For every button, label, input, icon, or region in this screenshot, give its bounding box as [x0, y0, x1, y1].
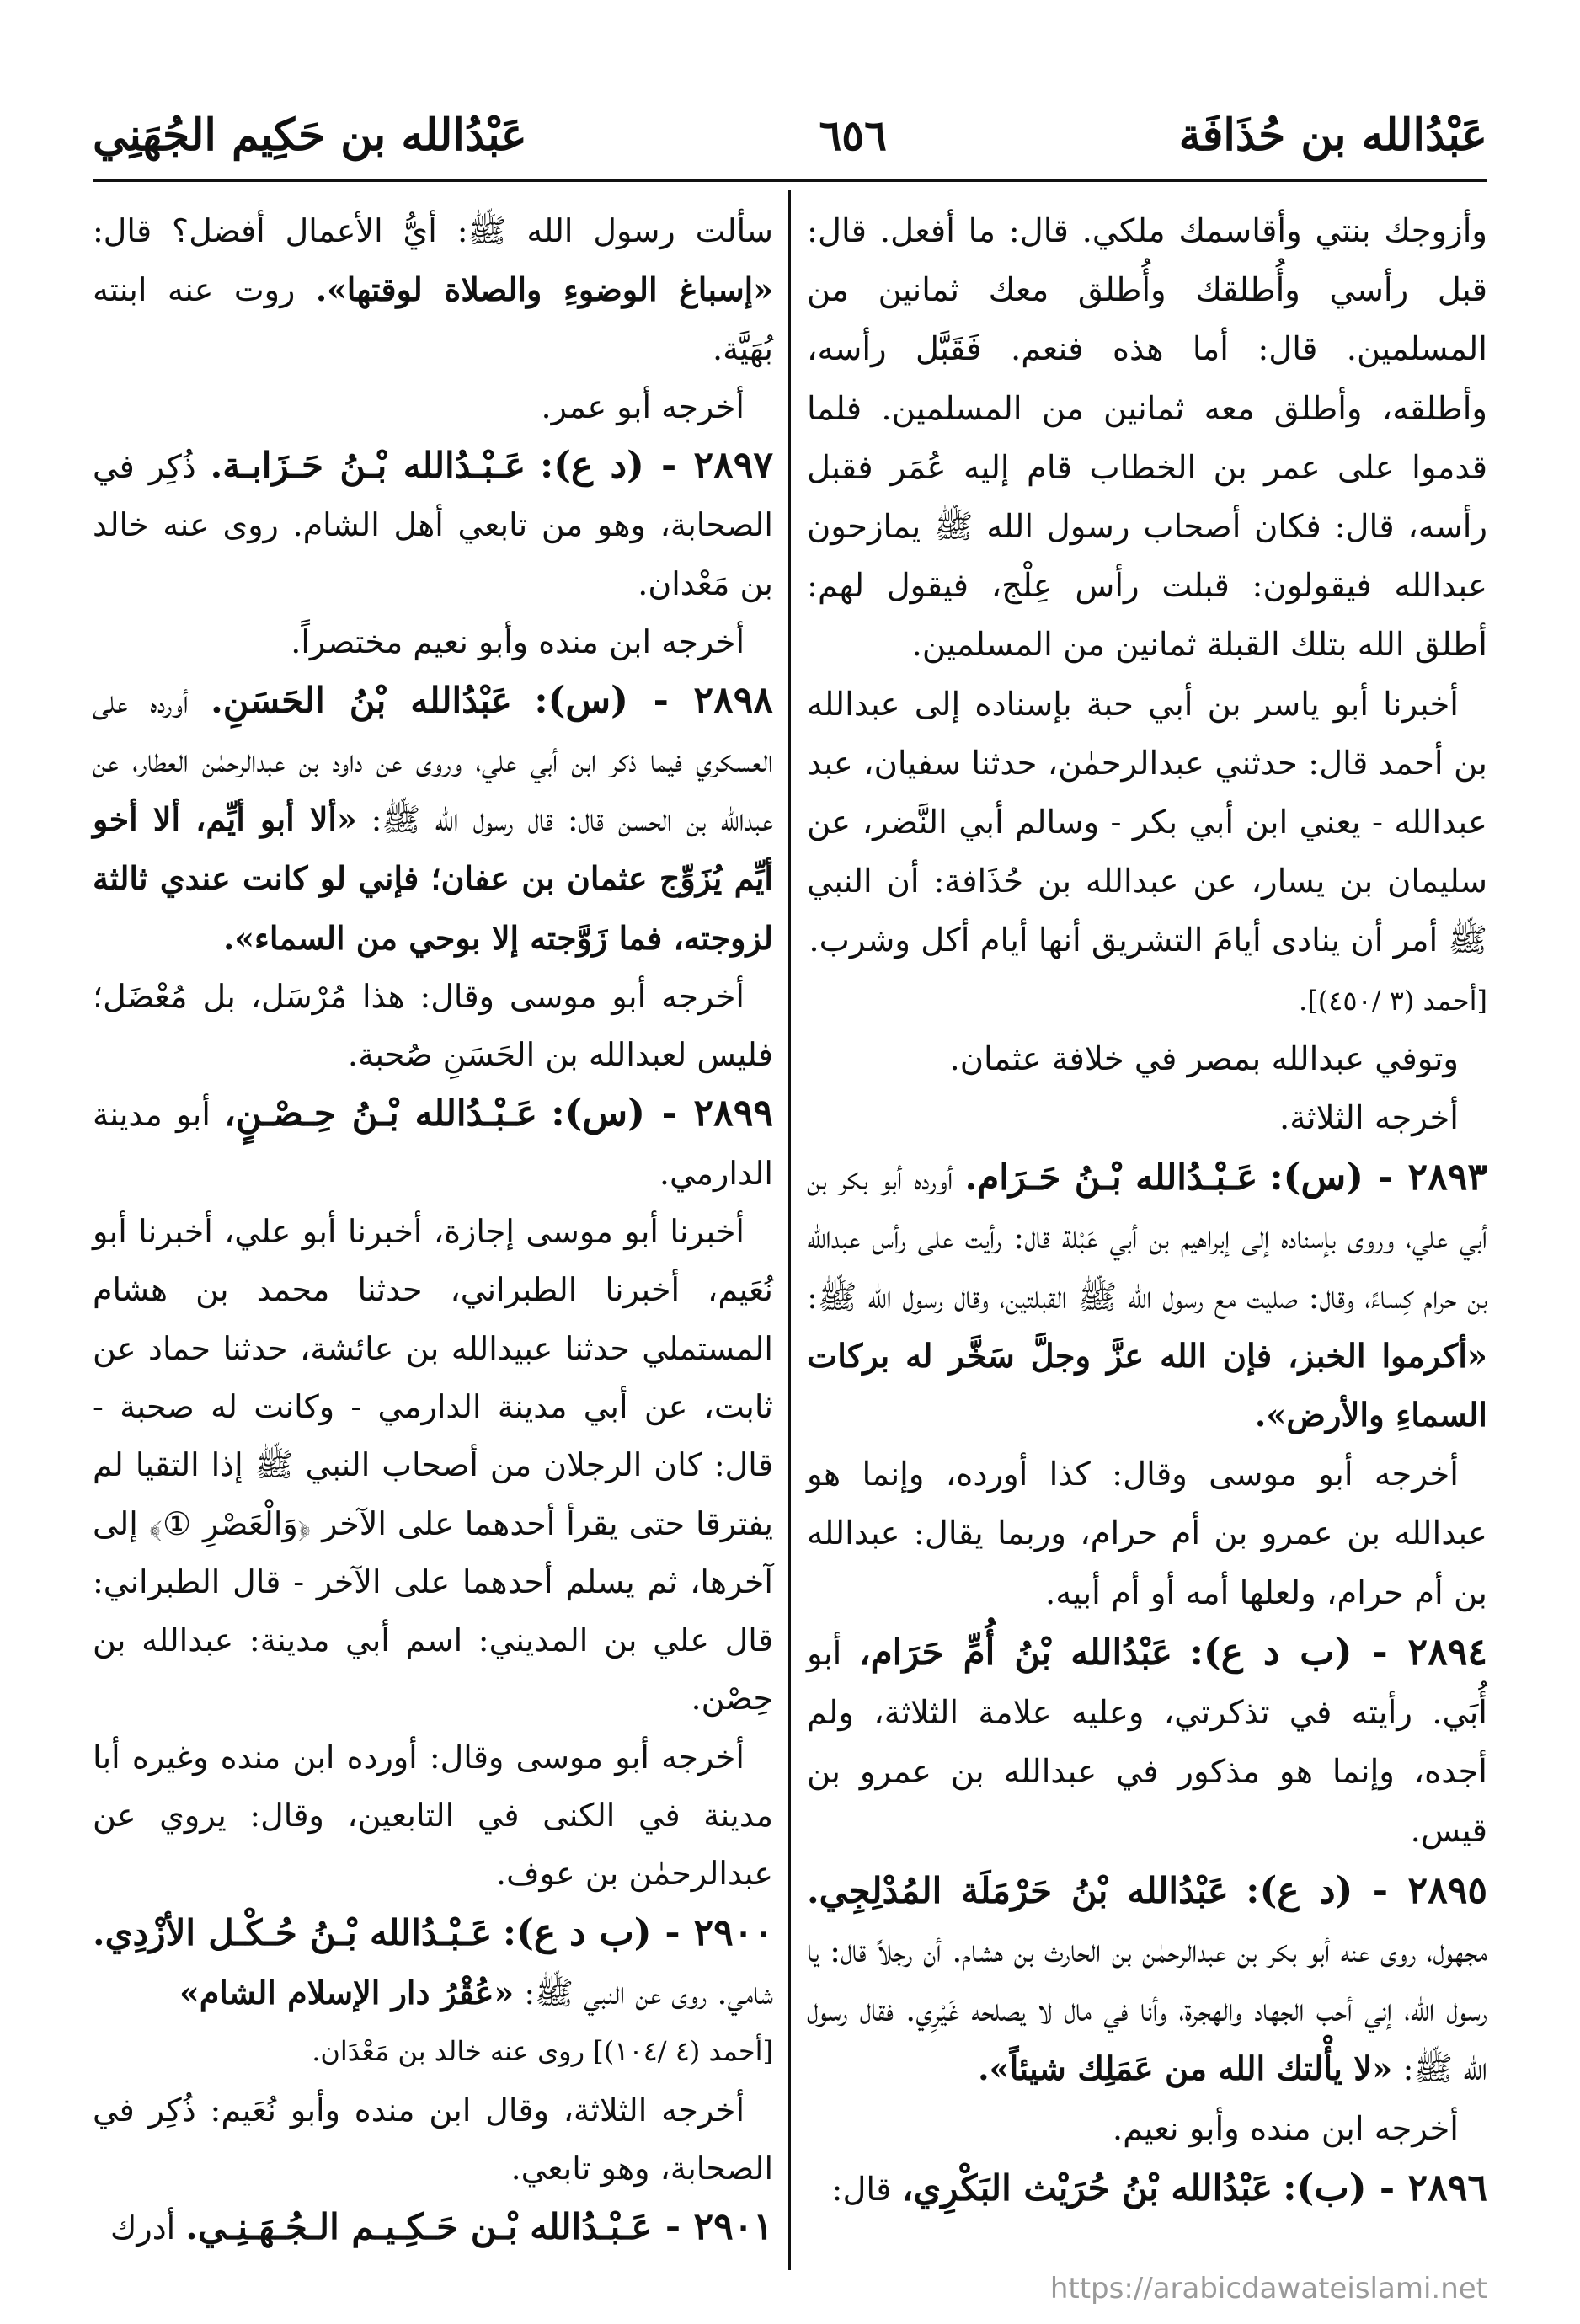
paragraph: [807, 676, 1487, 971]
header-title-right: عَبْدُالله بن حُذَافَة: [1178, 109, 1487, 161]
body-text: شامي. روى عن النبي ﷺ:: [524, 1974, 773, 2011]
body-text: وتوفي عبدالله بمصر في خلافة عثمان.: [949, 1039, 1459, 1078]
entry-number: ٢٨٩٦ - (ب):: [1283, 2166, 1487, 2209]
body-text: أخرجه ابن منده وأبو نعيم مختصراً.: [291, 623, 745, 661]
paragraph: [93, 613, 773, 671]
paragraph: [807, 202, 1487, 676]
hadith-quote: «أكرموا الخبز، فإن الله عزَّ وجلَّ سَخَّر له بركات السماءِ والأرض».: [807, 1337, 1487, 1435]
right-column: [807, 202, 1487, 2220]
entry-name: عَـبْـدُالله بْـنُ حِـصْـنٍ،: [224, 1093, 537, 1135]
citation: [807, 971, 1487, 1030]
citation: [93, 2022, 773, 2081]
paragraph: [93, 202, 773, 378]
body-text: مجهول، روى عنه أبو بكر بن عبدالرحمٰن بن الحارث بن هشام. أن رجلاً قال: يا رسول الله، إني أحب الجهاد والهجرة، وأنا في مال لا يصلحه غَيْرِي. فقال رسول الله ﷺ:: [807, 1931, 1487, 2089]
body-text: أخرجه أبو موسى وقال: هذا مُرْسَل، بل مُعْضَل؛ فليس لعبدالله بن الحَسَنِ صُحبة.: [93, 977, 773, 1074]
body-text: أبو مدينة الدارمي.: [93, 1096, 773, 1192]
header-title-left: عَبْدُالله بن حَكِيم الجُهَنِي: [93, 109, 527, 161]
entry-paragraph: [807, 2159, 1487, 2220]
left-column: [93, 202, 773, 2257]
entry-paragraph: [93, 671, 773, 967]
entry-name: عَـبْـدُالله بْـنُ حَـرَام.: [964, 1157, 1258, 1199]
paragraph: [807, 1089, 1487, 1148]
entry-name: عَـبْـدُالله بْـن حَـكِـيـم الـجُـهَـنِـي.: [185, 2206, 653, 2248]
header-rule: [93, 179, 1487, 182]
entry-number: ٢٨٩٩ - (س):: [551, 1092, 773, 1135]
entry-number: ٢٩٠٠ - (ب د ع):: [502, 1910, 773, 1954]
entry-name: عَبْدُالله بْنُ الحَسَنِ.: [211, 680, 512, 722]
body-text: سألت رسول الله ﷺ: أيُّ الأعمال أفضل؟ قال:: [93, 212, 773, 249]
body-text: أخرجه ابن منده وأبو نعيم.: [1112, 2109, 1459, 2148]
hadith-quote: «ألا أبو أيِّم، ألا أخو أيِّم يُزَوِّج عثمان بن عفان؛ فإني لو كانت عندي ثالثة لزوجته، فما زَوَّجته إلا بوحي من السماء».: [93, 799, 773, 957]
column-divider: [788, 190, 791, 2270]
hadith-quote: «لا يأْلتك الله من عَمَلِك شيئاً».: [978, 2050, 1393, 2089]
entry-name: عَـبْـدُالله بْـنُ حُـكْـل الأزْدِي.: [93, 1911, 493, 1953]
entry-name: عَبْدُالله بْنُ حَرْمَلَة المُدْلِجِي.: [807, 1869, 1229, 1911]
body-text: قال:: [831, 2170, 892, 2209]
entry-paragraph: [93, 1084, 773, 1203]
paragraph: [93, 1203, 773, 1728]
entry-paragraph: [807, 1623, 1487, 1862]
body-text: أخبرنا أبو ياسر بن أبي حبة بإسناده إلى عبدالله بن أحمد قال: حدثني عبدالرحمٰن، حدثنا سفيان، عبد عبدالله - يعني ابن أبي بكر - وسالم أبي النَّضر، عن سليمان بن يسار، عن عبدالله بن حُذَافة: أن النبي ﷺ أمر أن ينادى أيامَ التشريق أنها أيام أكل وشرب.: [807, 685, 1487, 960]
entry-number: ٢٨٩٣ - (س):: [1269, 1156, 1487, 1199]
body-text: أدرك: [110, 2209, 176, 2247]
hadith-quote: «إسباغ الوضوءِ والصلاة لوقتها».: [315, 270, 773, 309]
body-text: [أحمد (٣ /٤٥٠)].: [1299, 984, 1487, 1017]
body-text: روت عنه ابنته بُهَيَّة.: [93, 271, 773, 367]
body-text: أخرجه أبو موسى وقال: كذا أورده، وإنما هو عبدالله بن عمرو بن أم حرام، وربما يقال: عبدالله بن أم حرام، ولعلها أمه أو أم أبيه.: [807, 1456, 1487, 1612]
body-text: أخرجه الثلاثة.: [1278, 1099, 1459, 1138]
entry-name: عَبْدُالله بْنُ حُرَيْث البَكْرِي،: [901, 2166, 1273, 2209]
entry-number: ٢٨٩٧ - (د ع):: [539, 444, 773, 488]
body-text: أخرجه أبو عمر.: [541, 387, 745, 425]
entry-name: عَبْدُالله بْنُ أُمِّ حَرَام،: [859, 1631, 1172, 1673]
page-number: ٦٥٦: [819, 110, 888, 160]
paragraph: [807, 1030, 1487, 1089]
entry-paragraph: [93, 1904, 773, 2023]
hadith-quote: «عُقْرُ دار الإسلام الشام»: [179, 1973, 515, 2011]
paragraph: [93, 2081, 773, 2198]
body-text: أورده على العسكري فيما ذكر ابن أبي علي، وروى عن داود بن عبدالرحمٰن العطار، عن عبدالله بن الحسن قال: قال رسول الله ﷺ:: [93, 683, 773, 838]
body-text: [أحمد (٤ /١٠٤)] روى عنه خالد بن مَعْدَان.: [312, 2035, 773, 2068]
paragraph: [807, 1445, 1487, 1623]
paragraph: [93, 378, 773, 436]
entry-paragraph: [93, 436, 773, 613]
body-text: أخبرنا أبو موسى إجازة، أخبرنا أبو علي، أخبرنا أبو نُعَيم، أخبرنا الطبراني، حدثنا محمد بن هشام المستملي حدثنا عبيدالله بن عائشة، حدثنا حماد عن ثابت، عن أبي مدينة الدارمي - وكانت له صحبة - قال: كان الرجلان من أصحاب النبي ﷺ إذا التقيا لم يفترقا حتى يقرأ أحدهما على الآخر ﴿وَالْعَصْرِ ①﴾ إلى آخرها، ثم يسلم أحدهما على الآخر - قال الطبراني: قال علي بن المديني: اسم أبي مدينة: عبدالله بن حِصْن.: [93, 1213, 773, 1718]
paragraph: [93, 1728, 773, 1904]
entry-number: ٢٨٩٥ - (د ع):: [1246, 1868, 1487, 1912]
entry-number: ٢٨٩٤ - (ب د ع):: [1189, 1630, 1487, 1674]
entry-paragraph: [93, 2198, 773, 2257]
entry-paragraph: [807, 1148, 1487, 1445]
body-text: وأزوجك بنتي وأقاسمك ملكي. قال: ما أفعل. قال: قبل رأسي وأُطلقك وأُطلق معك ثمانين من المسلمين. قال: أما هذه فنعم. فَقَبَّل رأسه، وأطلقه، وأطلق معه ثمانين من المسلمين. فلما قدموا على عمر بن الخطاب قام إليه عُمَر فقبل رأسه، قال: فكان أصحاب رسول الله ﷺ يمازحون عبدالله فيقولون: قبلت رأس عِلْج، فيقول لهم: أطلق الله بتلك القبلة ثمانين من المسلمين.: [807, 212, 1487, 665]
body-text: أورده أبو بكر بن أبي علي، وروى بإسناده إلى إبراهيم بن أبي عَبْلة قال: رأيت على رأس عبدالله بن حرام كِساءً، وقال: صليت مع رسول الله ﷺ القبلتين، وقال رسول الله ﷺ:: [807, 1160, 1487, 1317]
watermark-url: https://arabicdawateislami.net: [1049, 2272, 1487, 2305]
body-text: أخرجه الثلاثة، وقال ابن منده وأبو نُعَيم: ذُكِر في الصحابة، وهو تابعي.: [93, 2091, 773, 2187]
entry-number: ٢٨٩٨ - (س):: [534, 679, 773, 723]
body-text: ذُكِر في الصحابة، وهو من تابعي أهل الشام. روى عنه خالد بن مَعْدان.: [93, 448, 773, 602]
entry-name: عَـبْـدُالله بْـنُ حَـزَابـة.: [210, 445, 526, 487]
body-text: أبو أُبَي. رأيته في تذكرتي، وعليه علامة الثلاثة، ولم أجده، وإنما هو مذكور في عبدالله بن عمرو بن قيس.: [807, 1634, 1487, 1851]
paragraph: [807, 2100, 1487, 2159]
body-text: أخرجه أبو موسى وقال: أورده ابن منده وغيره أبا مدينة في الكنى في التابعين، وقال: يروي عن عبدالرحمٰن بن عوف.: [93, 1738, 773, 1893]
entry-number: ٢٩٠١ -: [652, 2205, 773, 2249]
entry-paragraph: [807, 1862, 1487, 2100]
paragraph: [93, 968, 773, 1085]
running-header: [93, 97, 1487, 173]
